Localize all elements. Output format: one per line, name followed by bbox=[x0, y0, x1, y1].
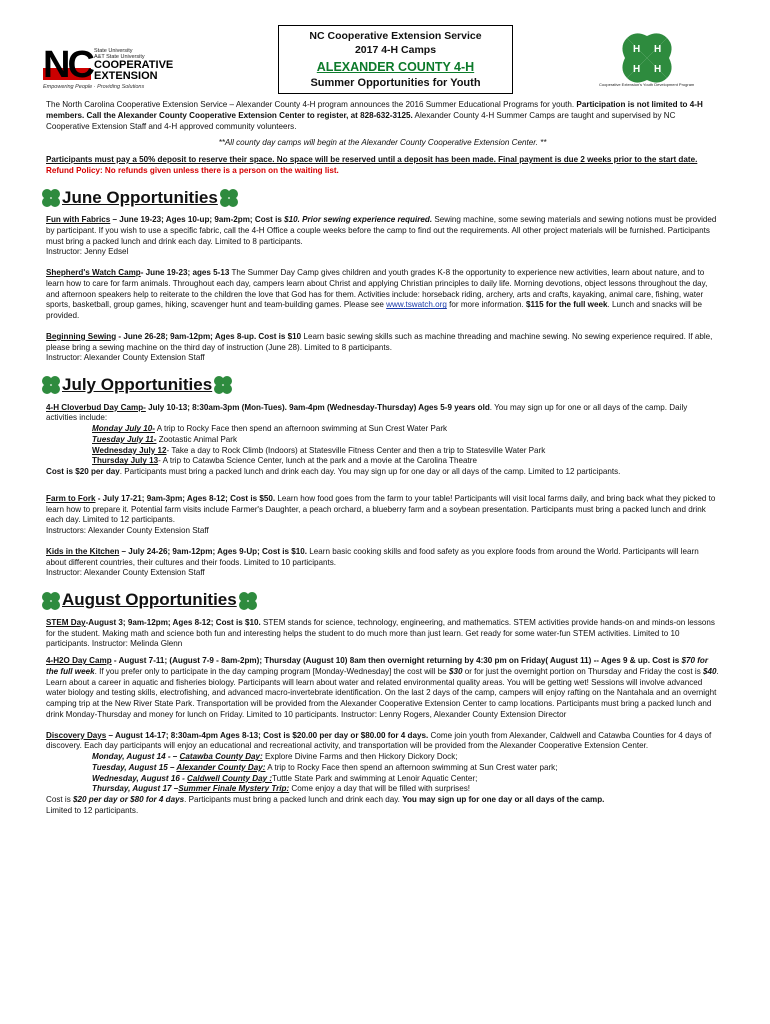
discovery-day-1 bbox=[46, 763, 719, 774]
shep-desc2: for more information. bbox=[446, 300, 527, 310]
day-label: Thursday July 13 bbox=[92, 456, 159, 466]
intro-registration: Participation is not limited to 4-H members. Call the Alexander County Cooperative Extension Center to register, at 828-632-3125. bbox=[46, 100, 703, 120]
emblem-caption: Cooperative Extension's Youth Development Program bbox=[599, 82, 695, 87]
cloverbud-day-0 bbox=[46, 424, 719, 435]
june-title: June Opportunities bbox=[62, 187, 218, 207]
dday-text: A trip to Rocky Face then spend an afternoon swimming at Sun Crest water park; bbox=[265, 762, 558, 772]
clover-icon bbox=[218, 187, 240, 209]
july-title: July Opportunities bbox=[62, 375, 213, 395]
intro-start-note: **All county day camps will begin at the Alexander County Cooperative Extension Center. ** bbox=[218, 138, 547, 148]
clover-icon bbox=[40, 374, 62, 396]
intro-text-a: The North Carolina Cooperative Extension Service – Alexander County 4-H program announces the 2016 Summer Educational Programs for youth. bbox=[46, 100, 577, 109]
cloverbud-day-1 bbox=[46, 435, 719, 446]
kids-name: Kids in the Kitchen bbox=[46, 546, 120, 556]
disc-desc: Come join youth from Alexander, Caldwell and Catawba Counties for 4 days of discovery. Each day participants will enjoy an educational and recreational activity, and transportation will be provided from the Alexander Cooperative Extension Center. bbox=[46, 730, 712, 751]
emblem-h-3: H bbox=[633, 64, 641, 75]
intro-text-c: Alexander County 4-H Summer Camps are taught and supervised by NC Cooperative Extension Staff and 4-H approved community volunteers. bbox=[46, 110, 676, 131]
clover-name: 4-H Cloverbud Day Camp- bbox=[46, 402, 146, 412]
kids-instructor: Instructor: Alexander County Extension Staff bbox=[46, 568, 205, 578]
farm-instructor: Instructors: Alexander County Extension Staff bbox=[46, 526, 209, 536]
day-text: - A trip to Catawba Science Center, lunch at the park and a movie at the Carolina Theatre bbox=[158, 456, 477, 466]
shep-name: Shepherd's Watch Camp bbox=[46, 268, 141, 278]
deposit-text: Participants must pay a 50% deposit to reserve their space. No space will be reserved until a deposit has been made. Final payment is due 2 weeks prior to the start date. bbox=[46, 155, 698, 164]
stem-desc: STEM stands for science, technology, engineering, and mathematics. STEM activities provide hands-on and minds-on lessons for the student. Making math and science both fun and interesting helps the student to do much more than just learn. Get ready for some water-fun STEM activities. Limited to 10 participants. Instructor: Melinda Glenn bbox=[46, 617, 715, 649]
day-label: Monday July 10- bbox=[92, 424, 155, 434]
fabrics-desc: Sewing machine, some sewing materials and sewing notions must be provided by participant. If you wish to use a specific fabric, call the 4-H Office a couple weeks before the camp to find out the requirements. All other project materials will be furnished. Participants must bring a packed lunch and drink each day. Limited to 8 participants. bbox=[46, 215, 717, 246]
clover-cost: Cost is $20 per day bbox=[46, 467, 120, 477]
header-org: NC Cooperative Extension Service bbox=[309, 30, 482, 42]
h2o-day-camp bbox=[46, 656, 719, 721]
dday-label: Tuesday, August 15 – bbox=[92, 762, 177, 772]
fabrics-cost: $10. Prior sewing experience required. bbox=[284, 215, 433, 225]
intro-paragraph bbox=[46, 100, 719, 132]
fabrics-info: – June 19-23; Ages 10-up; 9am-2pm; Cost is bbox=[110, 215, 285, 225]
four-h-clover-icon bbox=[599, 30, 695, 88]
shepherds-watch bbox=[46, 268, 719, 322]
clover-info: July 10-13; 8:30am-3pm (Mon-Tues). 9am-4pm (Wednesday-Thursday) Ages 5-9 years old bbox=[145, 402, 490, 412]
disc-c4: You may sign up for one day or all days of the camp. bbox=[402, 795, 605, 805]
header-county: ALEXANDER COUNTY 4-H bbox=[316, 59, 475, 74]
kids-info: – July 24-26; 9am-12pm; Ages 9-Up; Cost is $10. bbox=[119, 546, 308, 556]
clover-icon bbox=[237, 590, 259, 612]
beginning-sewing bbox=[46, 332, 719, 354]
disc-info: – August 14-17; 8:30am-4pm Ages 8-13; Cost is $20.00 per day or $80.00 for 4 days. bbox=[106, 730, 429, 740]
logo-cooperative: COOPERATIVE bbox=[94, 59, 174, 71]
dday-event: Alexander County Day: bbox=[176, 762, 266, 772]
sew-desc: Learn basic sewing skills such as machine threading and machine sewing. No sewing experience required. If able, please bring a sewing machine on the third day of instruction (June 28). Limited to 8 participants. bbox=[46, 331, 713, 352]
day-text: - Take a day to Rock Climb (Indoors) at Statesville Fitness Center and then a trip to Statesville Water Park bbox=[166, 445, 546, 455]
shep-desc3: . Lunch and snacks will be provided. bbox=[46, 300, 702, 321]
header-box bbox=[278, 25, 513, 94]
logo-sub1: State University bbox=[94, 48, 133, 54]
stem-name: STEM Day bbox=[46, 617, 86, 627]
dday-text: Come enjoy a day that will be filled with surprises! bbox=[289, 784, 470, 794]
discovery-limit: Limited to 12 participants. bbox=[46, 805, 139, 815]
logo-nc-letters: NC bbox=[43, 44, 92, 86]
dday-text: Explore Divine Farms and then Hickory Dickory Dock; bbox=[262, 752, 458, 762]
day-label: Wednesday July 12 bbox=[92, 445, 167, 455]
nc-extension-logo bbox=[43, 46, 203, 92]
h2o-c2: $70 for the full week bbox=[46, 656, 708, 676]
discovery-day-3 bbox=[46, 784, 719, 795]
emblem-h-2: H bbox=[654, 44, 662, 55]
h2o-c1: . Cost is bbox=[647, 656, 682, 666]
shep-cost: $115 for the full week bbox=[526, 300, 608, 310]
h2o-c5: or for just the overnight portion on Thursday and Friday the cost is bbox=[462, 666, 703, 676]
emblem-h-4: H bbox=[654, 64, 662, 75]
fun-with-fabrics bbox=[46, 215, 719, 247]
kids-desc: Learn basic cooking skills and food safety as you explore foods from around the World. Participants will learn about different countries, their cultures and their foods. Limited to 10 participants. bbox=[46, 546, 699, 567]
day-label: Tuesday July 11- bbox=[92, 434, 157, 444]
dday-label: Thursday, August 17 – bbox=[92, 784, 179, 794]
cloverbud-cost bbox=[46, 467, 719, 478]
sew-info: - June 26-28; 9am-12pm; Ages 8-up. Cost is $10 bbox=[116, 331, 302, 341]
farm-to-fork bbox=[46, 494, 719, 526]
clover-icon bbox=[40, 590, 62, 612]
h2o-info: - August 7-11; (August 7-9 - 8am-2pm); Thursday (August 10) 8am then overnight returning by 4:30 pm on Friday( August 11) -- Ages 9 & up bbox=[111, 656, 648, 666]
cloverbud-day-2 bbox=[46, 446, 719, 457]
farm-info: - July 17-21; 9am-3pm; Ages 8-12; Cost is $50. bbox=[95, 493, 276, 503]
dday-event: Summer Finale Mystery Trip: bbox=[178, 784, 290, 794]
discovery-cost bbox=[46, 795, 719, 806]
h2o-c3: . If you prefer only to participate in the day camping program [Monday-Wednesday] the cost will be bbox=[94, 666, 449, 676]
clover-icon bbox=[212, 374, 234, 396]
disc-c3: . Participants must bring a packed lunch and drink each day. bbox=[184, 795, 403, 805]
main-content bbox=[46, 100, 719, 817]
disc-name: Discovery Days bbox=[46, 730, 107, 740]
sew-instructor: Instructor: Alexander County Extension Staff bbox=[46, 353, 205, 363]
h2o-c6: $40 bbox=[703, 666, 717, 676]
clover-icon bbox=[40, 187, 62, 209]
farm-desc: Learn how food goes from the farm to your table! Participants will visit local farms daily, and bring back what they picked to learn how to prepare it. Potential farm visits include Farmer's Daughter, a peach orchard, a blueberry farm and a soybean presentation. Participants must bring a packed lunch and drink each day. Limited to 12 participants. bbox=[46, 493, 716, 525]
emblem-h-1: H bbox=[633, 44, 641, 55]
disc-c1: Cost is bbox=[46, 795, 73, 805]
logo-sub2: A&T State University bbox=[94, 54, 145, 60]
discovery-days bbox=[46, 731, 719, 753]
farm-name: Farm to Fork bbox=[46, 493, 96, 503]
fabrics-instructor: Instructor: Jenny Edsel bbox=[46, 247, 129, 257]
cloverbud-day-camp bbox=[46, 403, 719, 425]
logo-tagline: Empowering People · Providing Solutions bbox=[43, 84, 145, 90]
cloverbud-day-3 bbox=[46, 456, 719, 467]
day-text: Zootastic Animal Park bbox=[156, 434, 238, 444]
stem-day bbox=[46, 618, 719, 650]
clover-desc: . You may sign up for one or all days of the camp. Daily activities include: bbox=[46, 402, 688, 423]
stem-info: -August 3; 9am-12pm; Ages 8-12; Cost is $10. bbox=[85, 617, 261, 627]
discovery-day-0 bbox=[46, 752, 719, 763]
logo-extension: EXTENSION bbox=[94, 70, 158, 82]
header-subtitle: Summer Opportunities for Youth bbox=[310, 76, 481, 89]
dday-text: Tuttle State Park and swimming at Lenoir Aquatic Center; bbox=[272, 773, 478, 783]
shep-desc: The Summer Day Camp gives children and youth grades K-8 the opportunity to experience new activities, learn about nature, and to learn how to care for farm animals. Throughout each day, campers learn about Christ and applying Christian principles to daily life. Morning devotions, object lessons throughout the day, and afternoon speakers help to reiterate to the children the love that God has for them. Activities include: horseback riding, archery, arts and crafts, kayaking, animal care, fishing, water sports, basketball, group games, hiking, scavenger hunt and team-building games. Please see bbox=[46, 268, 708, 310]
day-text: A trip to Rocky Face then spend an afternoon swimming at Sun Crest Water Park bbox=[154, 424, 448, 434]
july-heading bbox=[40, 374, 719, 397]
h2o-desc: . Learn about a career in aquatic and fisheries biology. Participants will learn about water and related environmental quality areas. You will be getting wet! Sessions will involve advanced water biology and testing skills, electrofishing, and advanced macro-invertebrate identification. On the last 2 days of the camp, campers will enjoy rafting on the Nantahala and an overnight camping trip at the New River State Park. Transportation will be provided from the Alexander Cooperative Extension Center to camp locations. Participants must bring a packed lunch and drink Monday-Thursday and money for lunch on Friday. Limited to 10 participants. Instructor: Lenny Rogers, Alexander County Extension Director bbox=[46, 666, 719, 719]
refund-policy: Refund Policy: No refunds given unless there is a person on the waiting list. bbox=[46, 165, 339, 175]
dday-label: Monday, August 14 - – bbox=[92, 752, 180, 762]
tswatch-link[interactable]: www.tswatch.org bbox=[386, 300, 447, 310]
shep-info: - June 19-23; ages 5-13 bbox=[140, 268, 230, 278]
fabrics-name: Fun with Fabrics bbox=[46, 215, 111, 225]
clover-cost-desc: . Participants must bring a packed lunch and drink each day. You may sign up for one day or all days of the camp. Limited to 12 participants. bbox=[119, 467, 621, 477]
dday-label: Wednesday, August 16 - bbox=[92, 773, 188, 783]
august-title: August Opportunities bbox=[62, 590, 237, 610]
disc-c2: $20 per day or $80 for 4 days bbox=[73, 795, 185, 805]
dday-event: Caldwell County Day : bbox=[187, 773, 273, 783]
deposit-policy bbox=[46, 155, 719, 177]
dday-event: Catawba County Day: bbox=[179, 752, 263, 762]
h2o-c4: $30 bbox=[448, 666, 463, 676]
june-heading bbox=[40, 187, 719, 210]
header-year: 2017 4-H Camps bbox=[354, 43, 437, 56]
sew-name: Beginning Sewing bbox=[46, 331, 117, 341]
kids-in-the-kitchen bbox=[46, 547, 719, 569]
h2o-name: 4-H2O Day Camp bbox=[46, 656, 112, 666]
discovery-day-2 bbox=[46, 774, 719, 785]
august-heading bbox=[40, 589, 719, 612]
